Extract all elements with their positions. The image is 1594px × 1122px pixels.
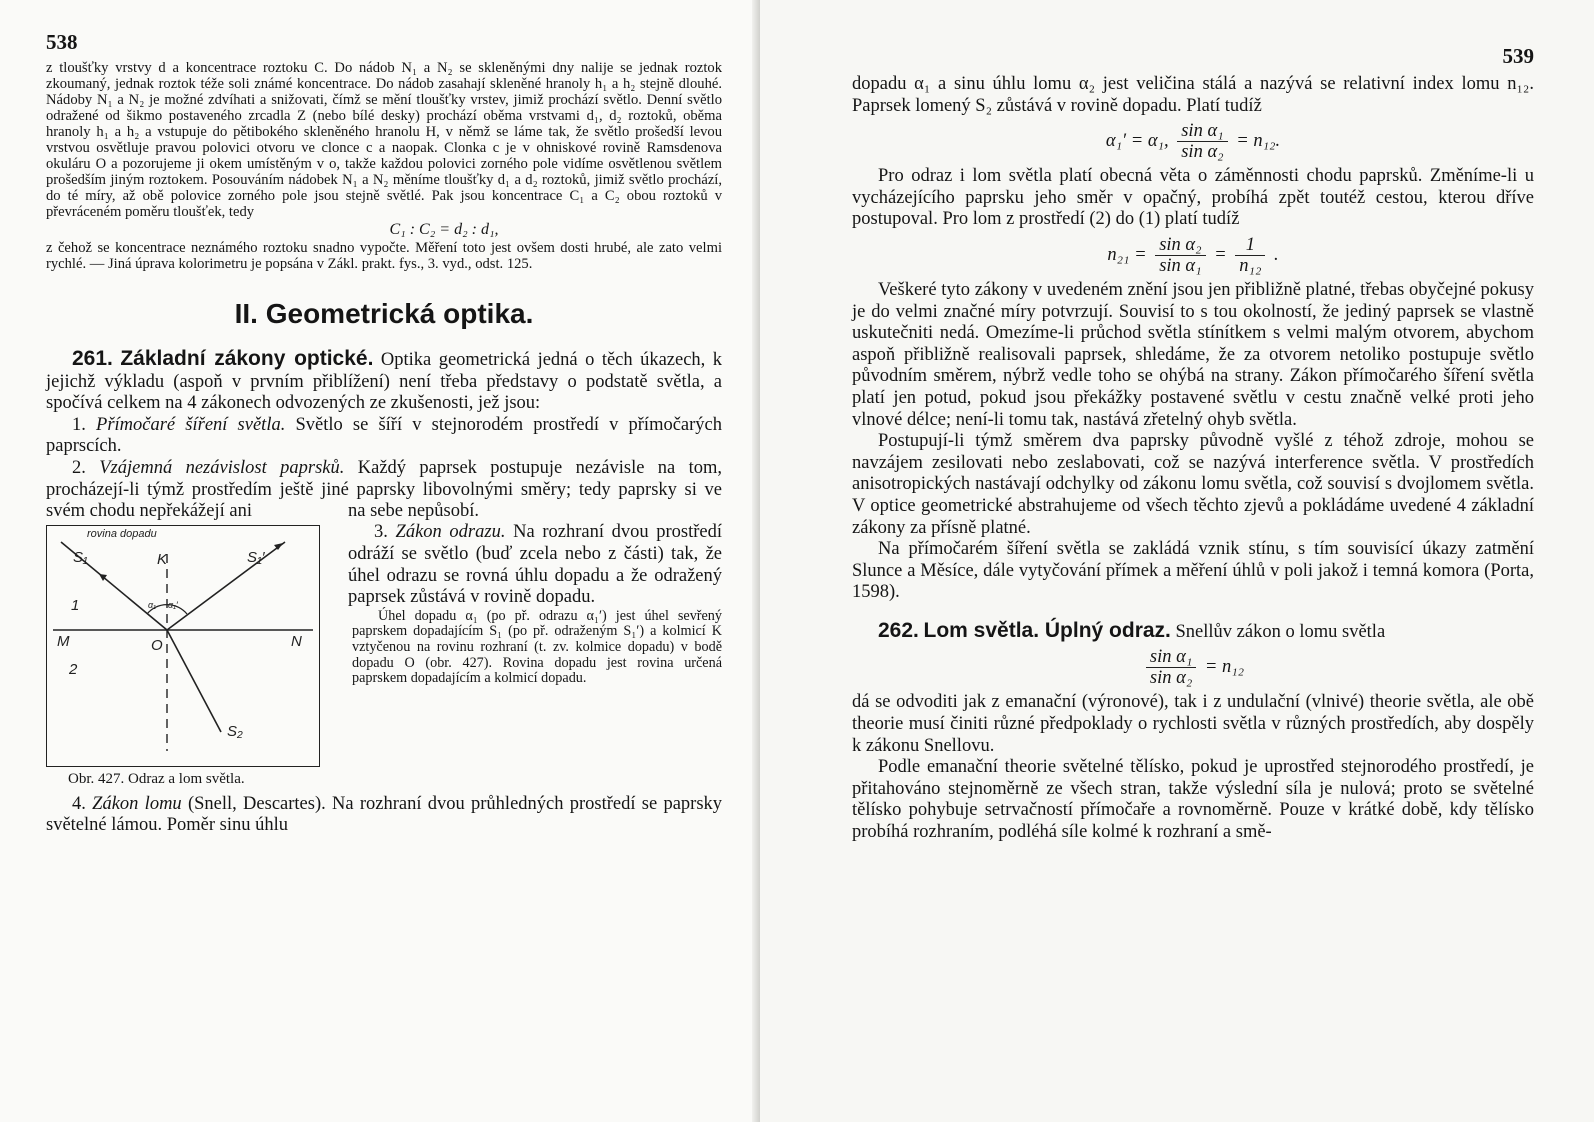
label-k: K	[157, 550, 168, 568]
paragraph: Pro odraz i lom světla platí obecná věta o záměnnosti chodu paprsků. Změníme-li u vycházejícího paprsku jeho směr v opačný, probíhá zpět toutéž cestou, kterou dříve postupoval. Pro lom z prostředí (2) do (1) platí tudíž	[852, 166, 1534, 230]
equation-1	[852, 121, 1534, 162]
section-number: 262.	[878, 618, 919, 642]
section-intro-paragraph	[46, 348, 722, 415]
chapter-title: II. Geometrická optika.	[234, 298, 534, 329]
label-alpha1: α₁	[148, 599, 156, 610]
section-number: 261.	[72, 347, 113, 370]
paragraph: dá se odvoditi jak z emanační (výronové), tak i z undulační (vlnivé) theorie světla, ale obě theorie musí činiti různé předpoklady o rychlosti světla v různých prostředích, aby dospěly k zákonu Snellovu.	[852, 692, 1534, 756]
law-text: Každý paprsek postupuje nezávisle na tom, procházejí-li týmž prostředím ještě jiné paprsky libovolnými směry; tedy paprsky si ve svém chodu nepřekážejí ani	[46, 457, 723, 522]
law-number: 1.	[72, 414, 86, 435]
denominator: sin α₁	[1159, 255, 1202, 276]
denominator: sin α₂	[1149, 668, 1193, 689]
right-page	[760, 0, 1594, 1122]
figure-box	[46, 525, 320, 767]
eq-part: = n₁₂.	[1236, 130, 1281, 151]
small-paragraph: z tloušťky vrstvy d a koncentrace roztoku C. Do nádob N₁ a N₂ se skleněnými dny nalije se jednak roztok zkoumaný, jednak roztok téže soli známé koncentrace. Do nádob zasahají skleněné hranoly h₁ a h₂ stejně dlouhé. Nádoby N₁ a N₂ je možné zdvíhati a snižovati, čímž se mění tloušťky vrstev, jimiž prochází světlo. Denní světlo odražené od šikmo postaveného zrcadla Z (nebo bílé desky) prochází oběma vrstvami d₁, d₂ roztoků, oběma hranoly h₁ a h₂ a vstupuje do pětibokého skleněného hranolu H, v němž se láme tak, že světlo prošedší levou vrstvou osvětluje pravou polovici otvoru ve clonce c a naopak. Clonka c je v ohniskové rovině Ramsdenova okuláru O a pozorujeme ji okem umístěným v o, takže každou polovici zorného pole vidíme osvětlenou světlem prošedším jiným roztokem. Posouváním nádobek N₁ a N₂ měníme tloušťky d₁ a d₂ roztoků, jimiž světlo prochází, do té míry, až obě polovice zorného pole jsou stejně světlé. Pak jsou koncentrace C₁ a C₂ obou roztoků v převráceném poměru tloušťek, tedy	[46, 60, 722, 220]
law-3	[348, 522, 722, 608]
label-n: N	[291, 632, 302, 650]
section-title: Základní zákony optické.	[120, 347, 374, 370]
equation-3	[852, 647, 1534, 688]
paragraph: dopadu α₁ a sinu úhlu lomu α₂ jest veličina stálá a nazývá se relativní index lomu n₁₂. Paprsek lomený S₂ zůstává v rovině dopadu. Platí tudíž	[852, 74, 1534, 116]
law-3-note: Úhel dopadu α₁ (po př. odrazu α₁′) jest úhel sevřený paprskem dopadajícím S₁ (po př. odraženým S₁′) a kolmicí K vztyčenou na rovinu rozhraní (t. zv. kolmice dopadu) v bodě dopadu O (obr. 427). Rovina dopadu jest rovina určená paprskem dopadajícím a kolmicí dopadu.	[352, 607, 722, 687]
law-number: 4.	[72, 793, 86, 814]
numerator: 1	[1235, 235, 1265, 256]
paragraph-text: Snellův zákon o lomu světla	[1175, 621, 1386, 642]
numerator: sin α₁	[1177, 121, 1227, 142]
left-page	[0, 0, 760, 1122]
law-number: 3.	[374, 522, 388, 543]
fraction	[1146, 647, 1196, 688]
law-2-end: na sebe nepůsobí.	[348, 500, 480, 521]
figure-427	[46, 525, 336, 788]
eq-part: .	[1274, 244, 1279, 265]
figure-side-text	[348, 500, 723, 788]
law-title: Zákon lomu	[92, 793, 182, 814]
law-title: Vzájemná nezávislost paprsků.	[99, 457, 345, 478]
law-number: 2.	[72, 457, 86, 478]
eq-part: n₂₁ =	[1107, 244, 1147, 265]
plane-label: rovina dopadu	[87, 527, 157, 540]
eq-part: α₁′ = α₁,	[1105, 130, 1169, 151]
law-text: (Snell, Descartes). Na rozhraní dvou průhledných prostředí se paprsky světelné lámou. Poměr sinu úhlu	[46, 793, 723, 836]
law-4	[46, 794, 722, 837]
label-s1-prime: S₁′	[247, 548, 265, 566]
reflection-refraction-diagram	[47, 526, 319, 766]
label-m: M	[57, 632, 70, 650]
formula: C₁ : C₂ = d₂ : d₁,	[389, 221, 499, 238]
equation-2	[852, 235, 1534, 276]
paragraph: Veškeré tyto zákony v uvedeném znění jsou jen přibližně platné, třebas obyčejné pokusy je do velmi značné míry potvrzují. Souvisí to s tou okolností, že jediný paprsek se vlastně uskutečniti nedá. Omezíme-li průchod světla stínítkem s velmi malým otvorem, abychom aspoň přibližně realisovali paprsek, shledáme, že za otvorem netoliko postupuje světlo původním směrem, nýbrž vedle toho se ohýbá na strany. Zákon přímočarého šíření světla platí jen potud, pokud jsou překážky postavené světlu v cestu značně velké proti jeho vlnové délce; není-li tomu tak, nastává zřetelný ohyb světla.	[852, 279, 1534, 430]
figure-caption: Obr. 427. Odraz a lom světla.	[68, 770, 245, 787]
label-alpha1-prime: α₁′	[168, 599, 178, 610]
figure-row	[46, 500, 723, 788]
intro-text: Optika geometrická jedná o těch úkazech, k jejichž výkladu (aspoň v prvním přiblížení) není třeba představy o podstatě světla, a spočívá celkem na 4 zákonech odvozených ze zkušenosti, jež jsou:	[46, 350, 723, 414]
numerator: sin α₂	[1155, 235, 1205, 256]
label-o: O	[151, 636, 163, 654]
paragraph: Podle emanační theorie světelné tělísko, pokud je uprostřed stejnorodého prostředí, je přitahováno stejnoměrně ze všech stran, takže výslední síla je nulová; proto se světelné tělísko pohybuje setrvačností přímočaře a rovnoměrně. Pouze v krátké době, kdy tělísko probíhá rozhraním, podléhá síle kolmé k rozhraní a smě-	[852, 757, 1534, 843]
label-s1: S₁	[73, 548, 88, 566]
eq-part: =	[1214, 244, 1227, 265]
law-text: Světlo se šíří v stejnorodém prostředí v přímočarých paprscích.	[46, 414, 722, 457]
eq-part: = n₁₂	[1204, 657, 1245, 678]
law-1	[46, 415, 722, 458]
paragraph: Postupují-li týmž směrem dva paprsky původně vyšlé z téhož zdroje, mohou se navzájem zesilovati nebo zeslabovati, což se nazývá interference světla. V prostředích anisotropických nastávají odchylky od zákonu lomu světla, což souvisí s dvojlomem světla. V optice geometrické abstrahujeme od všech těchto zjevů a pokládáme uvedené 4 základní zákony za přísně platné.	[852, 431, 1534, 538]
fraction	[1177, 121, 1227, 162]
fraction	[1155, 235, 1205, 276]
label-medium-1: 1	[71, 596, 80, 614]
numerator: sin α₁	[1146, 647, 1196, 668]
page-number: 538	[46, 30, 78, 54]
label-s2: S₂	[227, 722, 243, 740]
fraction	[1235, 235, 1265, 276]
paragraph: Na přímočarém šíření světla se zakládá vznik stínu, s tím souvisící úkazy zatmění Slunce a Měsíce, dále vytyčování přímek a měření úhlů v poli jakož i temná komora (Porta, 1598).	[852, 539, 1534, 603]
section-262-paragraph	[852, 620, 1534, 644]
law-text: Na rozhraní dvou prostředí odráží se světlo (buď zcela nebo z části) tak, že úhel odrazu se rovná úhlu dopadu a že odražený paprsek zůstává v rovině dopadu.	[348, 522, 723, 608]
law-title: Přímočaré šíření světla.	[96, 414, 286, 435]
section-title: Lom světla. Úplný odraz.	[923, 618, 1171, 642]
small-paragraph: z čehož se koncentrace neznámého roztoku snadno vypočte. Měření toto jest ovšem dosti hrubé, ale zato velmi rychlé. — Jiná úprava kolorimetru je popsána v Zákl. prakt. fys., 3. vyd., odst. 125.	[46, 240, 722, 272]
denominator: n₁₂	[1239, 255, 1262, 276]
law-title: Zákon odrazu.	[395, 522, 506, 543]
label-medium-2: 2	[69, 660, 78, 678]
page-number: 539	[1502, 44, 1534, 68]
denominator: sin α₂	[1181, 142, 1224, 163]
